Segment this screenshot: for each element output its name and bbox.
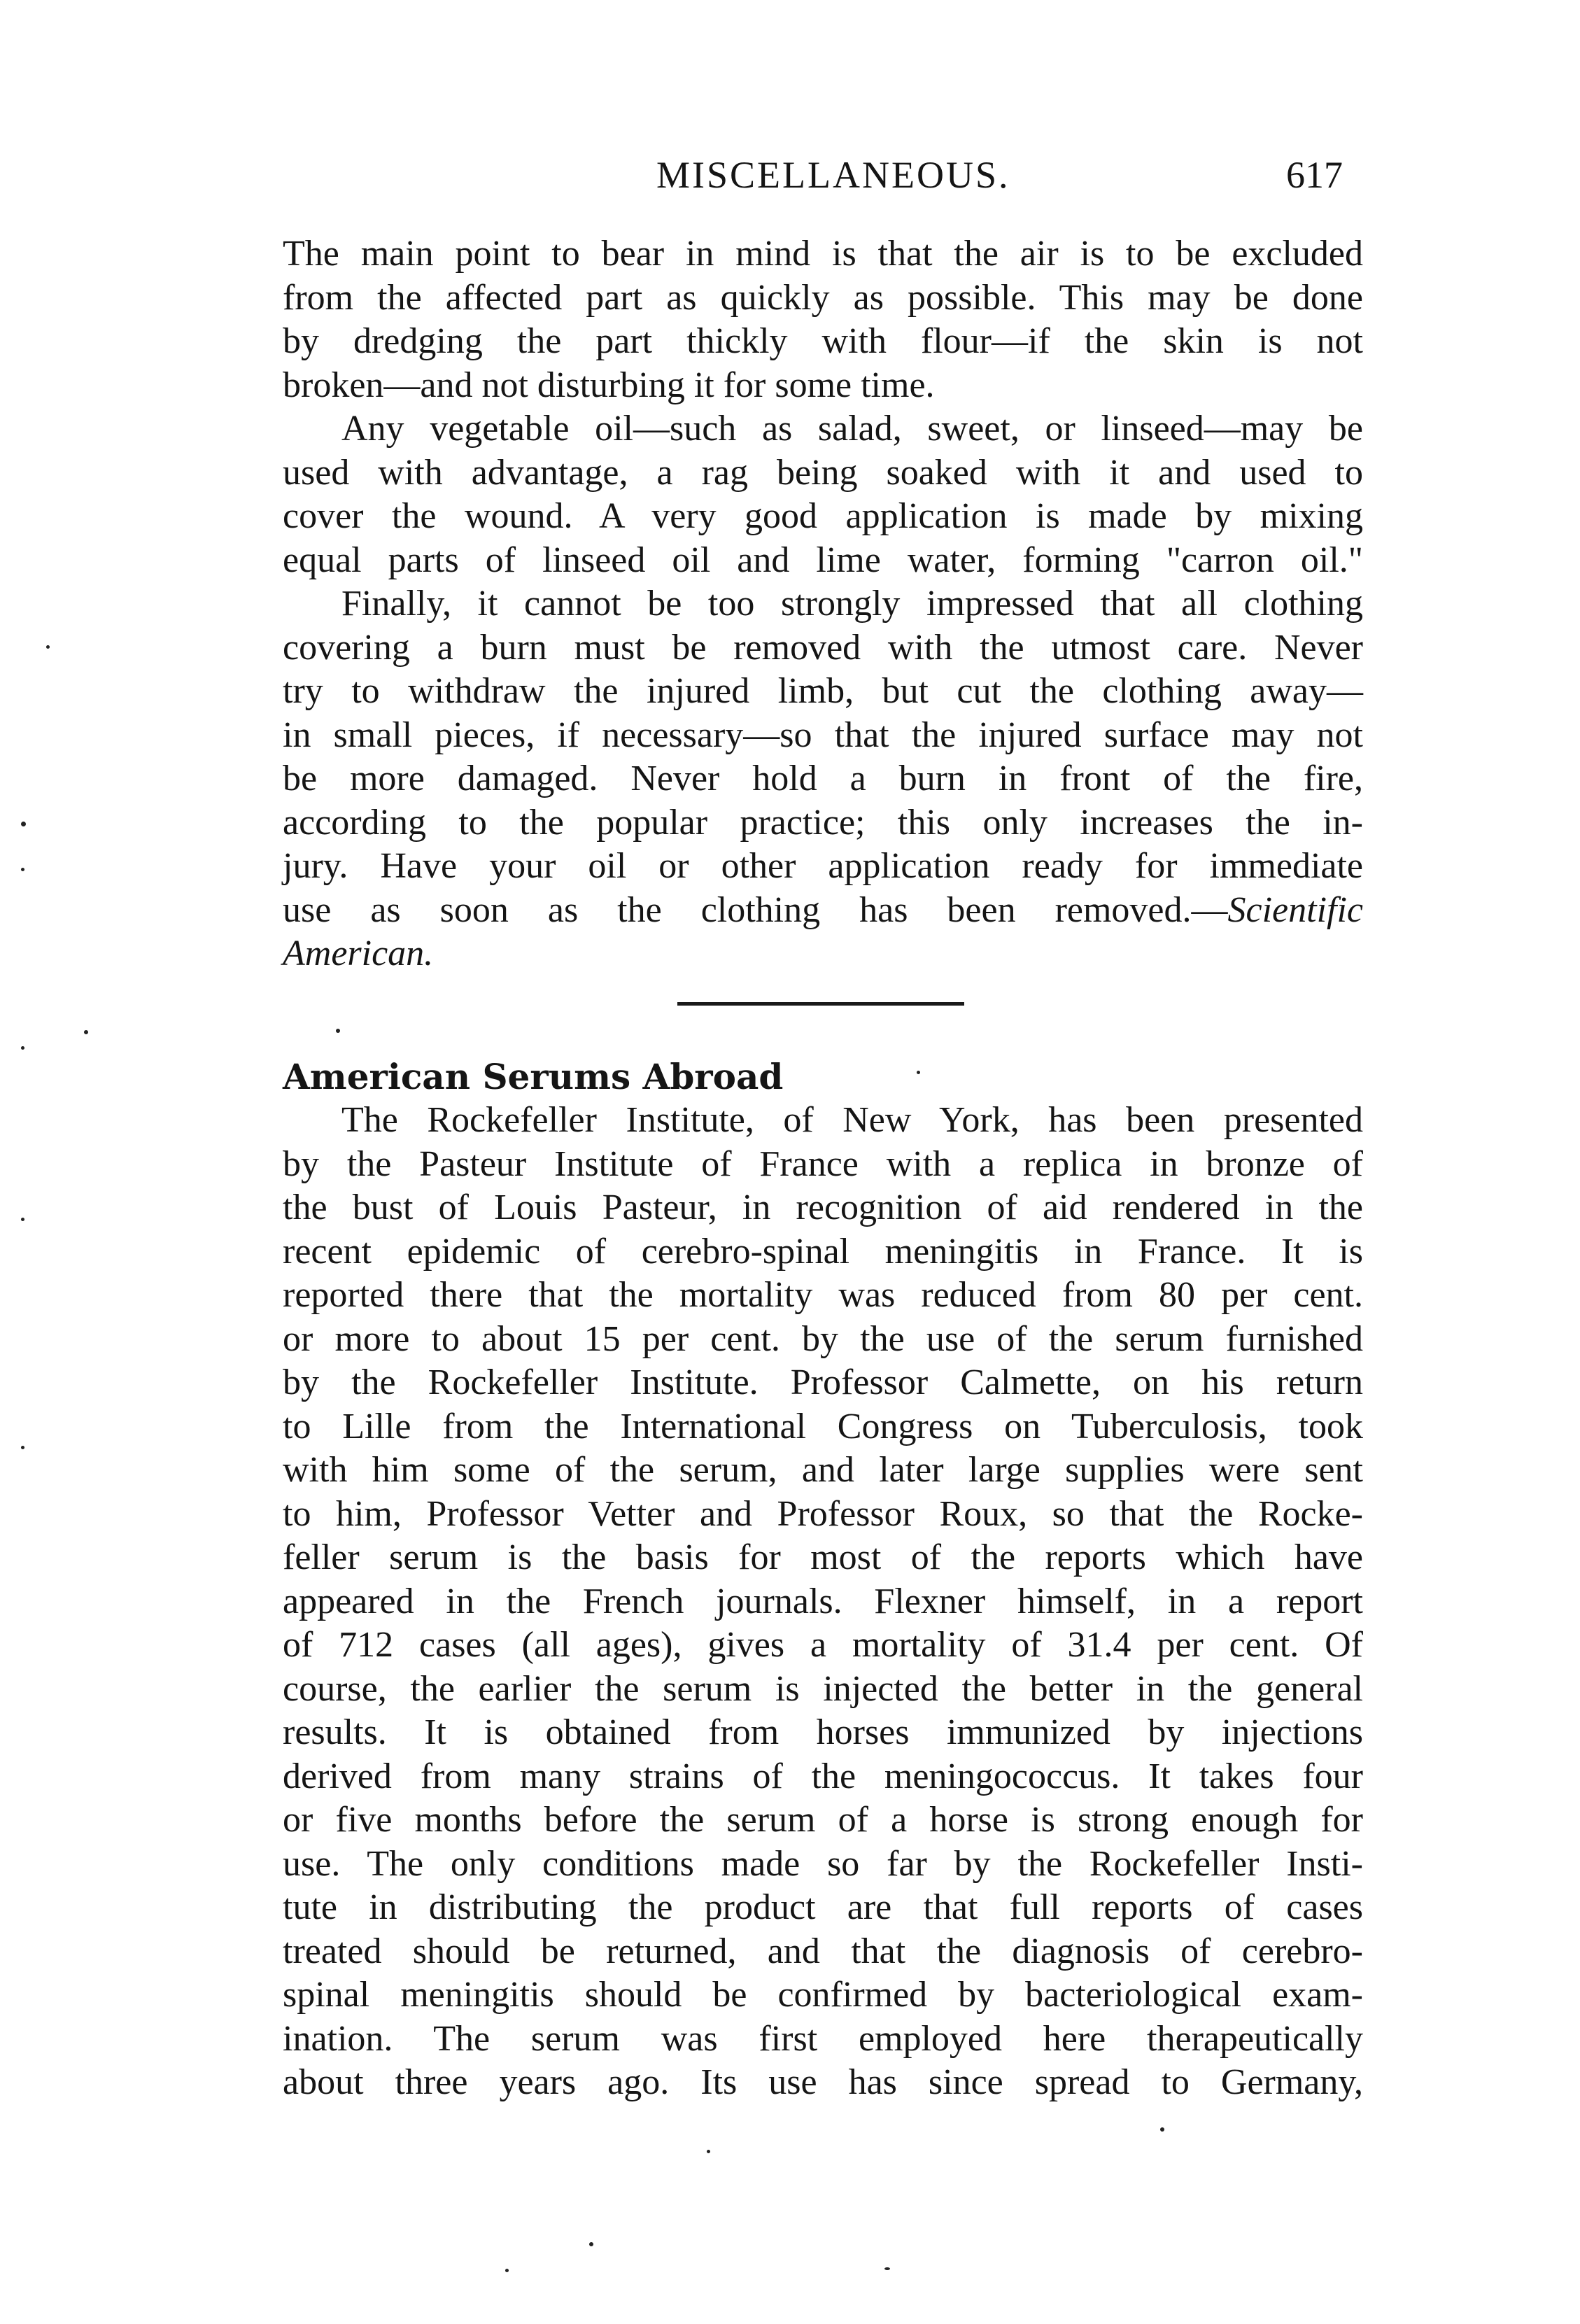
scan-speck	[1160, 2127, 1164, 2132]
text-line: treated should be returned, and that the diagnosis of cerebro-	[283, 1931, 1363, 1971]
scan-speck	[46, 645, 50, 649]
scan-speck	[505, 2269, 509, 2272]
text-line: or more to about 15 per cent. by the use of the serum furnished	[283, 1318, 1363, 1359]
text-line: try to withdraw the injured limb, but cut the clothing away—	[283, 671, 1363, 711]
text-line: by dredging the part thickly with flour—if the skin is not	[283, 321, 1363, 361]
text-line: covering a burn must be removed with the utmost care. Never	[283, 627, 1363, 668]
scan-speck	[884, 2267, 890, 2270]
text-line: appeared in the French journals. Flexner himself, in a report	[283, 1581, 1363, 1621]
scan-speck	[21, 822, 26, 826]
text-line: from the affected part as quickly as possible. This may be done	[283, 277, 1363, 318]
text-line: ination. The serum was first employed here therapeutically	[283, 2018, 1363, 2059]
scan-speck	[707, 2150, 710, 2153]
text-line: reported there that the mortality was reduced from 80 per cent.	[283, 1275, 1363, 1315]
text-line: in small pieces, if necessary—so that the injured surface may not	[283, 714, 1363, 755]
scan-speck	[84, 1030, 88, 1034]
text-line: use. The only conditions made so far by the Rockefeller Insti-	[283, 1843, 1363, 1884]
text-line: jury. Have your oil or other application ready for immediate	[283, 846, 1363, 886]
text-line	[283, 932, 1363, 976]
scan-speck	[589, 2242, 593, 2246]
source-citation-end: American.	[283, 934, 434, 973]
text-line: be more damaged. Never hold a burn in front of the fire,	[283, 759, 1363, 798]
text-line: derived from many strains of the meningococcus. It takes four	[283, 1756, 1363, 1796]
text-line-with-source	[283, 889, 1363, 933]
text-line: feller serum is the basis for most of the reports which have	[283, 1537, 1363, 1577]
text-line: with him some of the serum, and later large supplies were sent	[283, 1450, 1363, 1490]
text-line: spinal meningitis should be confirmed by bacteriological exam-	[283, 1975, 1363, 2015]
text-line: course, the earlier the serum is injected the better in the general	[283, 1668, 1363, 1709]
text-line: tute in distributing the product are that full reports of cases	[283, 1887, 1363, 1927]
text-line: recent epidemic of cerebro-spinal meningitis in France. It is	[283, 1231, 1363, 1272]
text-line: Finally, it cannot be too strongly impressed that all clothing	[341, 584, 1363, 624]
text-line: by the Rockefeller Institute. Professor Calmette, on his return	[283, 1362, 1363, 1402]
text-line: Any vegetable oil—such as salad, sweet, or linseed—may be	[341, 409, 1363, 449]
text-line: of 712 cases (all ages), gives a mortality of 31.4 per cent. Of	[283, 1625, 1363, 1665]
text-line: by the Pasteur Institute of France with a replica in bronze of	[283, 1143, 1363, 1184]
page-number: 617	[1286, 154, 1343, 196]
text-line-body: use as soon as the clothing has been removed.—	[283, 889, 1228, 930]
scan-speck	[21, 1446, 24, 1449]
source-citation: Scientific	[1227, 889, 1363, 930]
section-divider-rule	[677, 1002, 964, 1006]
text-line: to Lille from the International Congress on Tuberculosis, took	[283, 1406, 1363, 1446]
text-line: The main point to bear in mind is that the air is to be excluded	[283, 234, 1363, 274]
text-line: to him, Professor Vetter and Professor Roux, so that the Rocke-	[283, 1493, 1363, 1534]
text-line: equal parts of linseed oil and lime water, forming "carron oil."	[283, 540, 1363, 580]
text-line: according to the popular practice; this only increases the in-	[283, 802, 1363, 843]
scan-speck	[336, 1029, 340, 1033]
burns-article-text	[283, 232, 1363, 976]
scan-speck	[21, 868, 24, 871]
scan-speck	[917, 1071, 920, 1074]
text-line: results. It is obtained from horses immunized by injections	[283, 1712, 1363, 1752]
text-line: used with advantage, a rag being soaked with it and used to	[283, 452, 1363, 493]
scan-speck	[21, 1046, 24, 1050]
text-line: or five months before the serum of a horse is strong enough for	[283, 1800, 1363, 1840]
article-heading: American Serums Abroad	[283, 1056, 784, 1097]
text-line: The Rockefeller Institute, of New York, has been presented	[341, 1100, 1363, 1140]
text-line: broken—and not disturbing it for some time.	[283, 365, 935, 405]
text-line: the bust of Louis Pasteur, in recognition of aid rendered in the	[283, 1188, 1363, 1227]
serums-article-text	[283, 1099, 1363, 2105]
running-head: MISCELLANEOUS.	[656, 154, 1010, 196]
text-line: cover the wound. A very good application is made by mixing	[283, 496, 1363, 536]
text-line: about three years ago. Its use has since spread to Germany,	[283, 2062, 1363, 2102]
scan-speck	[21, 1218, 24, 1221]
